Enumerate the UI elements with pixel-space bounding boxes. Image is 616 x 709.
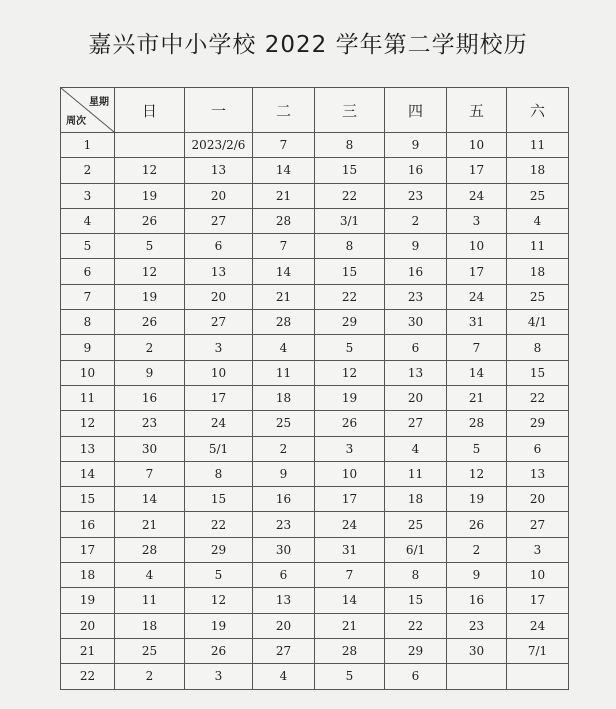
date-cell: 19 <box>315 385 385 410</box>
date-cell: 3/1 <box>315 208 385 233</box>
date-cell: 4 <box>115 563 185 588</box>
date-cell: 18 <box>253 385 315 410</box>
date-cell: 28 <box>447 411 507 436</box>
table-row <box>61 512 569 537</box>
week-number: 5 <box>61 234 115 259</box>
date-cell: 3 <box>185 335 253 360</box>
date-cell: 4/1 <box>507 310 569 335</box>
table-row <box>61 335 569 360</box>
week-number: 16 <box>61 512 115 537</box>
table-row <box>61 133 569 158</box>
date-cell: 30 <box>385 310 447 335</box>
date-cell: 5 <box>315 664 385 689</box>
date-cell: 22 <box>185 512 253 537</box>
date-cell: 27 <box>185 208 253 233</box>
date-cell: 29 <box>315 310 385 335</box>
date-cell: 31 <box>447 310 507 335</box>
date-cell: 30 <box>447 638 507 663</box>
calendar-body <box>61 133 569 690</box>
date-cell: 18 <box>385 487 447 512</box>
table-row <box>61 411 569 436</box>
date-cell: 17 <box>507 588 569 613</box>
date-cell: 6 <box>385 335 447 360</box>
date-cell: 18 <box>115 613 185 638</box>
date-cell: 10 <box>447 133 507 158</box>
date-cell: 10 <box>447 234 507 259</box>
week-number: 15 <box>61 487 115 512</box>
date-cell: 9 <box>115 360 185 385</box>
week-number: 8 <box>61 310 115 335</box>
date-cell: 20 <box>185 183 253 208</box>
date-cell: 4 <box>507 208 569 233</box>
date-cell: 25 <box>507 284 569 309</box>
corner-weekday-label: 星期 <box>89 97 109 108</box>
corner-week-label: 周次 <box>66 116 86 127</box>
date-cell: 22 <box>385 613 447 638</box>
week-number: 14 <box>61 461 115 486</box>
calendar-table <box>60 87 569 690</box>
date-cell: 30 <box>253 537 315 562</box>
date-cell: 24 <box>447 284 507 309</box>
date-cell: 17 <box>447 259 507 284</box>
date-cell: 15 <box>185 487 253 512</box>
date-cell: 11 <box>253 360 315 385</box>
date-cell: 9 <box>447 563 507 588</box>
date-cell: 24 <box>315 512 385 537</box>
date-cell: 5 <box>115 234 185 259</box>
date-cell: 13 <box>507 461 569 486</box>
date-cell: 27 <box>185 310 253 335</box>
table-row <box>61 158 569 183</box>
date-cell: 18 <box>507 259 569 284</box>
date-cell: 13 <box>185 158 253 183</box>
date-cell: 8 <box>315 133 385 158</box>
date-cell: 11 <box>507 234 569 259</box>
date-cell: 8 <box>507 335 569 360</box>
date-cell: 16 <box>447 588 507 613</box>
date-cell: 12 <box>115 259 185 284</box>
date-cell: 25 <box>507 183 569 208</box>
date-cell: 24 <box>447 183 507 208</box>
week-number: 10 <box>61 360 115 385</box>
date-cell: 6/1 <box>385 537 447 562</box>
date-cell: 21 <box>253 284 315 309</box>
date-cell: 9 <box>385 234 447 259</box>
week-number: 21 <box>61 638 115 663</box>
date-cell: 13 <box>253 588 315 613</box>
date-cell: 29 <box>507 411 569 436</box>
date-cell: 28 <box>315 638 385 663</box>
date-cell: 28 <box>115 537 185 562</box>
date-cell: 21 <box>315 613 385 638</box>
date-cell: 9 <box>385 133 447 158</box>
date-cell: 27 <box>385 411 447 436</box>
date-cell: 21 <box>447 385 507 410</box>
date-cell: 14 <box>115 487 185 512</box>
date-cell: 26 <box>115 310 185 335</box>
table-row <box>61 234 569 259</box>
header-row <box>61 88 569 133</box>
date-cell: 21 <box>253 183 315 208</box>
date-cell: 9 <box>253 461 315 486</box>
date-cell: 2 <box>115 664 185 689</box>
date-cell: 21 <box>115 512 185 537</box>
date-cell: 3 <box>507 537 569 562</box>
date-cell: 20 <box>253 613 315 638</box>
date-cell: 18 <box>507 158 569 183</box>
date-cell: 23 <box>115 411 185 436</box>
day-header-thu: 四 <box>385 88 447 133</box>
week-number: 20 <box>61 613 115 638</box>
table-row <box>61 613 569 638</box>
week-number: 6 <box>61 259 115 284</box>
date-cell: 22 <box>507 385 569 410</box>
date-cell: 25 <box>253 411 315 436</box>
date-cell: 12 <box>115 158 185 183</box>
date-cell: 11 <box>115 588 185 613</box>
day-header-wed: 三 <box>315 88 385 133</box>
date-cell: 16 <box>253 487 315 512</box>
date-cell: 15 <box>385 588 447 613</box>
date-cell: 25 <box>385 512 447 537</box>
date-cell: 20 <box>385 385 447 410</box>
date-cell: 29 <box>185 537 253 562</box>
table-row <box>61 259 569 284</box>
date-cell: 15 <box>507 360 569 385</box>
date-cell: 17 <box>185 385 253 410</box>
table-row <box>61 638 569 663</box>
date-cell: 5 <box>315 335 385 360</box>
table-row <box>61 183 569 208</box>
date-cell: 6 <box>253 563 315 588</box>
date-cell: 23 <box>385 284 447 309</box>
date-cell: 10 <box>507 563 569 588</box>
week-number: 9 <box>61 335 115 360</box>
date-cell: 4 <box>385 436 447 461</box>
date-cell: 14 <box>253 259 315 284</box>
corner-cell <box>61 88 115 133</box>
date-cell: 3 <box>315 436 385 461</box>
week-number: 13 <box>61 436 115 461</box>
date-cell: 28 <box>253 208 315 233</box>
date-cell: 10 <box>315 461 385 486</box>
day-header-sun: 日 <box>115 88 185 133</box>
date-cell: 13 <box>185 259 253 284</box>
day-header-mon: 一 <box>185 88 253 133</box>
date-cell: 16 <box>385 259 447 284</box>
date-cell: 5 <box>447 436 507 461</box>
date-cell: 19 <box>185 613 253 638</box>
day-header-sat: 六 <box>507 88 569 133</box>
date-cell: 4 <box>253 335 315 360</box>
date-cell: 24 <box>185 411 253 436</box>
date-cell: 15 <box>315 158 385 183</box>
date-cell: 11 <box>385 461 447 486</box>
date-cell: 26 <box>185 638 253 663</box>
table-row <box>61 563 569 588</box>
date-cell: 3 <box>447 208 507 233</box>
week-number: 17 <box>61 537 115 562</box>
table-row <box>61 588 569 613</box>
date-cell: 15 <box>315 259 385 284</box>
date-cell: 25 <box>115 638 185 663</box>
date-cell: 8 <box>185 461 253 486</box>
week-number: 11 <box>61 385 115 410</box>
date-cell: 7/1 <box>507 638 569 663</box>
date-cell: 16 <box>385 158 447 183</box>
week-number: 1 <box>61 133 115 158</box>
date-cell: 6 <box>507 436 569 461</box>
date-cell: 11 <box>507 133 569 158</box>
week-number: 2 <box>61 158 115 183</box>
table-row <box>61 537 569 562</box>
week-number: 4 <box>61 208 115 233</box>
date-cell: 23 <box>253 512 315 537</box>
table-row <box>61 487 569 512</box>
date-cell <box>115 133 185 158</box>
date-cell: 5/1 <box>185 436 253 461</box>
date-cell: 19 <box>115 284 185 309</box>
date-cell: 2 <box>253 436 315 461</box>
date-cell: 5 <box>185 563 253 588</box>
date-cell: 4 <box>253 664 315 689</box>
page-title: 嘉兴市中小学校 2022 学年第二学期校历 <box>88 32 528 58</box>
date-cell: 8 <box>385 563 447 588</box>
date-cell: 28 <box>253 310 315 335</box>
date-cell: 7 <box>315 563 385 588</box>
date-cell: 23 <box>385 183 447 208</box>
date-cell: 12 <box>447 461 507 486</box>
date-cell: 22 <box>315 284 385 309</box>
table-row <box>61 461 569 486</box>
date-cell: 16 <box>115 385 185 410</box>
date-cell: 26 <box>447 512 507 537</box>
date-cell: 7 <box>115 461 185 486</box>
table-row <box>61 284 569 309</box>
week-number: 7 <box>61 284 115 309</box>
week-number: 18 <box>61 563 115 588</box>
table-row <box>61 436 569 461</box>
day-header-fri: 五 <box>447 88 507 133</box>
date-cell: 8 <box>315 234 385 259</box>
date-cell: 30 <box>115 436 185 461</box>
week-number: 19 <box>61 588 115 613</box>
date-cell: 12 <box>315 360 385 385</box>
date-cell: 17 <box>447 158 507 183</box>
date-cell <box>447 664 507 689</box>
date-cell: 14 <box>315 588 385 613</box>
week-number: 3 <box>61 183 115 208</box>
date-cell: 14 <box>447 360 507 385</box>
date-cell: 23 <box>447 613 507 638</box>
date-cell: 13 <box>385 360 447 385</box>
date-cell: 2023/2/6 <box>185 133 253 158</box>
date-cell <box>507 664 569 689</box>
date-cell: 7 <box>253 133 315 158</box>
date-cell: 12 <box>185 588 253 613</box>
week-number: 12 <box>61 411 115 436</box>
date-cell: 14 <box>253 158 315 183</box>
date-cell: 27 <box>253 638 315 663</box>
table-row <box>61 385 569 410</box>
date-cell: 20 <box>507 487 569 512</box>
date-cell: 17 <box>315 487 385 512</box>
date-cell: 2 <box>385 208 447 233</box>
date-cell: 27 <box>507 512 569 537</box>
date-cell: 22 <box>315 183 385 208</box>
date-cell: 20 <box>185 284 253 309</box>
date-cell: 3 <box>185 664 253 689</box>
table-row <box>61 310 569 335</box>
date-cell: 26 <box>315 411 385 436</box>
date-cell: 2 <box>115 335 185 360</box>
date-cell: 29 <box>385 638 447 663</box>
date-cell: 6 <box>185 234 253 259</box>
date-cell: 7 <box>447 335 507 360</box>
table-row <box>61 208 569 233</box>
date-cell: 2 <box>447 537 507 562</box>
day-header-tue: 二 <box>253 88 315 133</box>
date-cell: 19 <box>115 183 185 208</box>
date-cell: 31 <box>315 537 385 562</box>
date-cell: 26 <box>115 208 185 233</box>
table-row <box>61 360 569 385</box>
week-number: 22 <box>61 664 115 689</box>
date-cell: 6 <box>385 664 447 689</box>
date-cell: 19 <box>447 487 507 512</box>
table-row <box>61 664 569 689</box>
date-cell: 10 <box>185 360 253 385</box>
date-cell: 7 <box>253 234 315 259</box>
date-cell: 24 <box>507 613 569 638</box>
